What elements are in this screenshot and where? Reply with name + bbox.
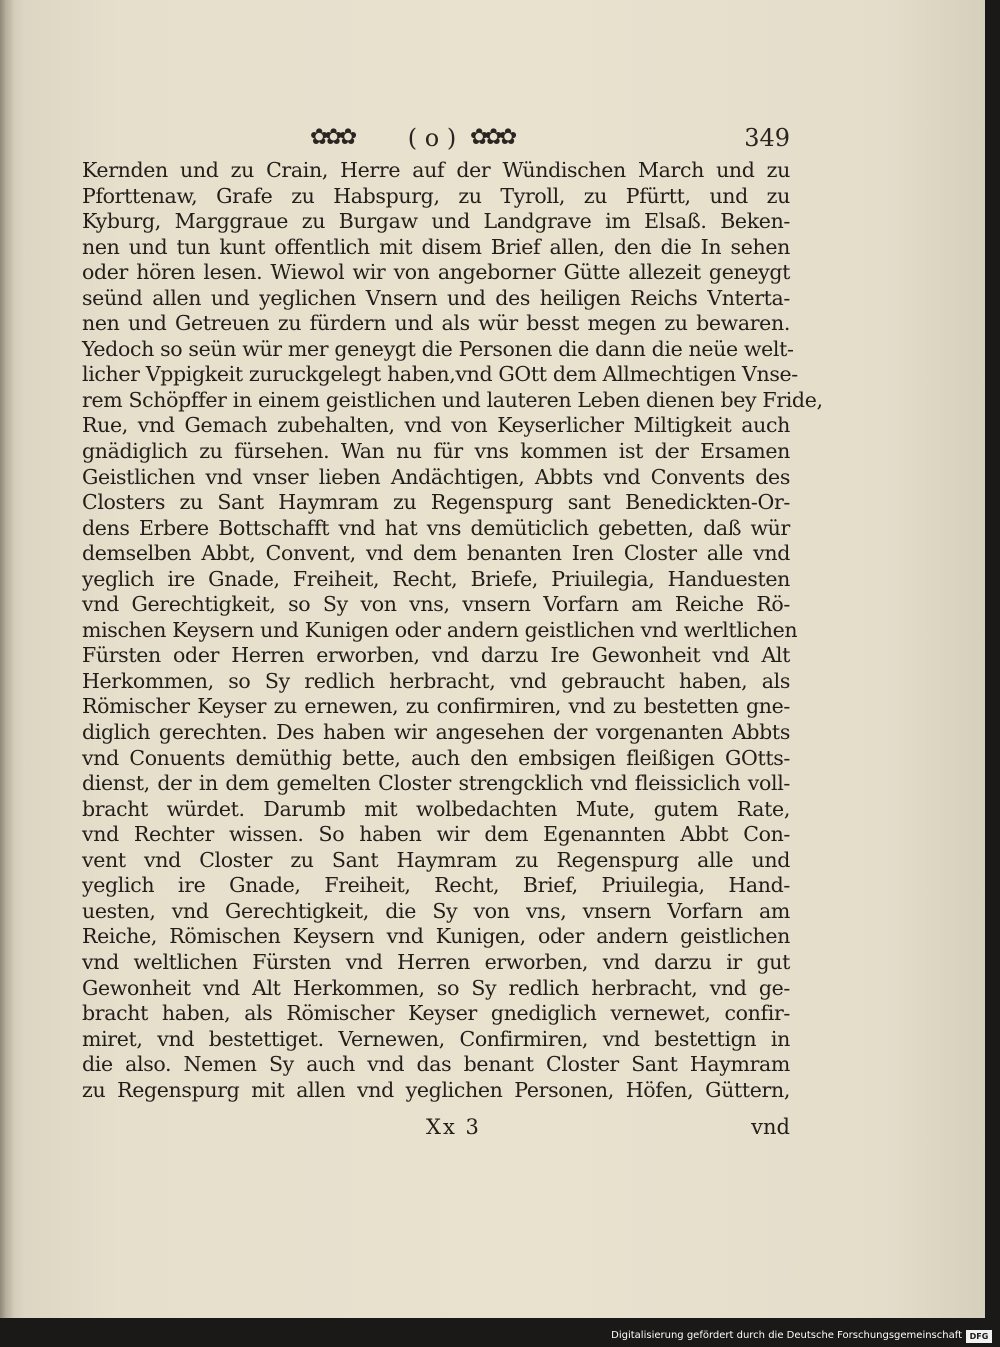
text-line: vnd Conuents demüthig bette, auch den embsigen fleißigen GOtts-: [82, 745, 790, 770]
page-header: [82, 122, 790, 158]
page-number: 349: [744, 124, 790, 152]
text-line: Römischer Keyser zu ernewen, zu confirmiren, vnd zu bestetten gne-: [82, 694, 790, 719]
text-line: uesten, vnd Gerechtigkeit, die Sy von vns, vnsern Vorfarn am: [82, 898, 790, 923]
text-line: Gewonheit vnd Alt Herkommen, so Sy redlich herbracht, vnd ge-: [82, 975, 790, 1000]
text-line: rem Schöpffer in einem geistlichen und lauteren Leben dienen bey Fride,: [82, 387, 823, 412]
text-line: bracht würdet. Darumb mit wolbedachten Mute, gutem Rate,: [82, 796, 790, 821]
page-footer: [82, 1115, 790, 1143]
text-line: seünd allen und yeglichen Vnsern und des heiligen Reichs Vnterta-: [82, 285, 790, 310]
text-line: nen und tun kunt offentlich mit disem Brief allen, den die In sehen: [82, 234, 790, 259]
text-line: nen und Getreuen zu fürdern und als wür besst megen zu bewaren.: [82, 311, 790, 336]
text-line: Closters zu Sant Haymram zu Regenspurg sant Benedickten-Or-: [82, 490, 790, 515]
text-line: dienst, der in dem gemelten Closter strengcklich vnd fleissiclich voll-: [82, 771, 790, 796]
text-line: Pforttenaw, Grafe zu Habspurg, zu Tyroll, zu Pfürtt, und zu: [82, 183, 790, 208]
text-line: Rue, vnd Gemach zubehalten, vnd von Keyserlicher Miltigkeit auch: [82, 413, 790, 438]
text-line: bracht haben, als Römischer Keyser gnediglich vernewet, confir-: [82, 1001, 790, 1026]
right-ornament-icon: ✿✿✿: [470, 125, 514, 150]
text-line: vnd weltlichen Fürsten vnd Herren erworben, vnd darzu ir gut: [82, 949, 790, 974]
text-line: licher Vppigkeit zuruckgelegt haben,vnd GOtt dem Allmechtigen Vnse-: [82, 362, 798, 387]
left-ornament-icon: ✿✿✿: [310, 125, 354, 150]
text-line: mischen Keysern und Kunigen oder andern geistlichen vnd werltlichen: [82, 617, 798, 642]
text-line: Yedoch so seün wür mer geneygt die Personen die dann die neüe welt-: [82, 336, 794, 361]
text-line: zu Regenspurg mit allen vnd yeglichen Personen, Höfen, Güttern,: [82, 1077, 790, 1102]
dfg-logo-icon: DFG: [966, 1330, 992, 1343]
text-line: gnädiglich zu fürsehen. Wan nu für vns kommen ist der Ersamen: [82, 439, 790, 464]
text-line: Kyburg, Marggraue zu Burgaw und Landgrave im Elsaß. Beken-: [82, 209, 790, 234]
text-line: yeglich ire Gnade, Freiheit, Recht, Briefe, Priuilegia, Handuesten: [82, 566, 790, 591]
text-line: Geistlichen vnd vnser lieben Andächtigen, Abbts vnd Convents des: [82, 464, 790, 489]
text-line: vent vnd Closter zu Sant Haymram zu Regenspurg alle und: [82, 847, 790, 872]
text-line: oder hören lesen. Wiewol wir von angeborner Gütte allezeit geneygt: [82, 260, 790, 285]
text-line: diglich gerechten. Des haben wir angesehen der vorgenanten Abbts: [82, 720, 790, 745]
credit-bar: [0, 1327, 1000, 1347]
header-center-mark: ( o ): [407, 124, 457, 152]
text-line: die also. Nemen Sy auch vnd das benant Closter Sant Haymram: [82, 1052, 790, 1077]
text-line: Reiche, Römischen Keysern vnd Kunigen, oder andern geistlichen: [82, 924, 790, 949]
text-line: demselben Abbt, Convent, vnd dem benanten Iren Closter alle vnd: [82, 541, 790, 566]
text-line: yeglich ire Gnade, Freiheit, Recht, Brief, Priuilegia, Hand-: [82, 873, 790, 898]
text-line: vnd Gerechtigkeit, so Sy von vns, vnsern Vorfarn am Reiche Rö-: [82, 592, 790, 617]
catchword: vnd: [751, 1115, 790, 1139]
text-line: Herkommen, so Sy redlich herbracht, vnd gebraucht haben, als: [82, 668, 790, 693]
text-line: miret, vnd bestettiget. Vernewen, Confirmiren, vnd bestettign in: [82, 1026, 790, 1051]
body-text: [82, 158, 823, 1103]
text-line: Fürsten oder Herren erworben, vnd darzu Ire Gewonheit vnd Alt: [82, 643, 790, 668]
credit-text: Digitalisierung gefördert durch die Deutsche Forschungsgemeinschaft: [611, 1330, 962, 1341]
text-line: Kernden und zu Crain, Herre auf der Wündischen March und zu: [82, 158, 790, 182]
signature-mark: Xx 3: [426, 1115, 481, 1139]
text-line: vnd Rechter wissen. So haben wir dem Egenannten Abbt Con-: [82, 822, 790, 847]
text-line: dens Erbere Bottschafft vnd hat vns demüticlich gebetten, daß wür: [82, 515, 790, 540]
